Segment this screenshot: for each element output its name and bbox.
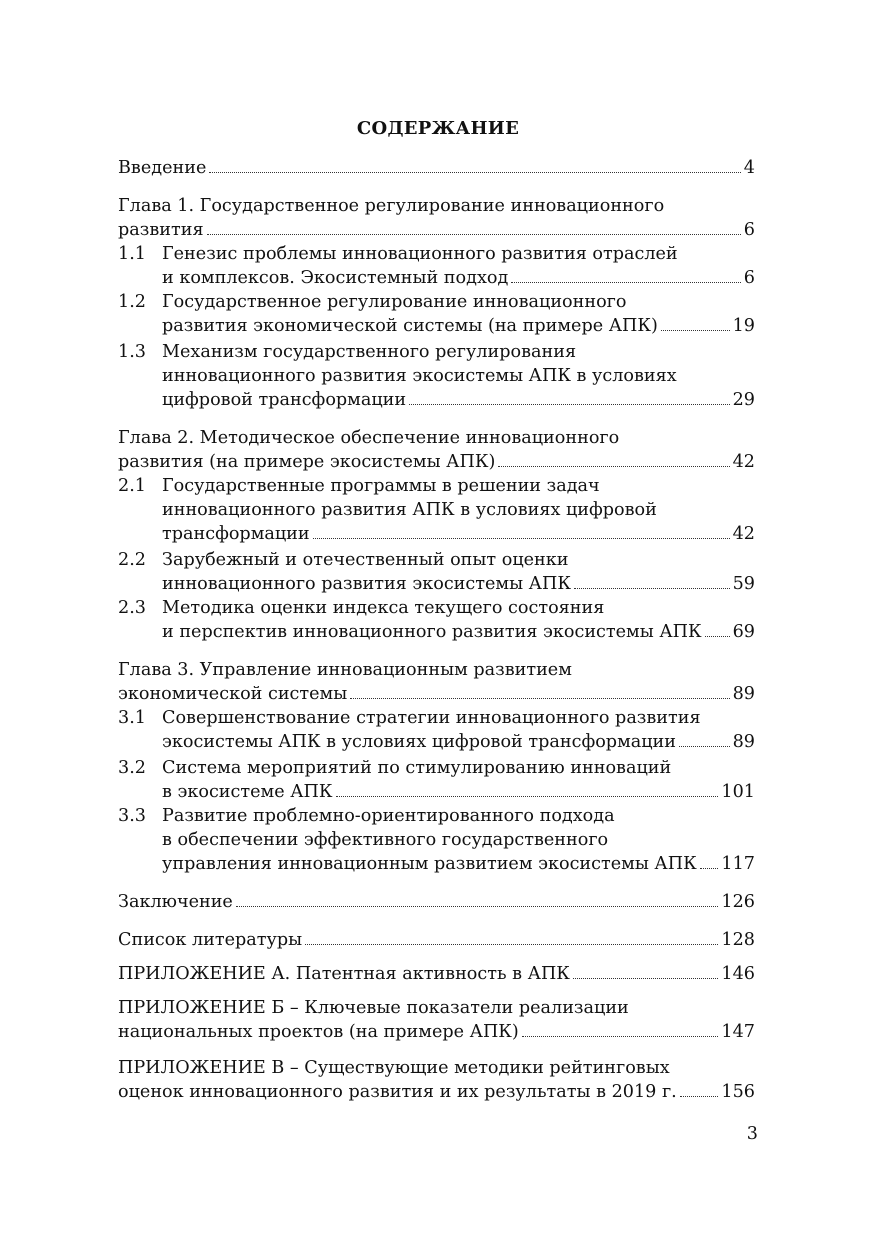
dot-leader bbox=[700, 868, 719, 869]
chapter-3-heading-line1 bbox=[118, 658, 755, 682]
entry-text: Совершенствование стратегии инновационного развития bbox=[162, 708, 701, 728]
entry-text: управления инновационным развитием экосистемы АПК bbox=[162, 854, 697, 874]
section-1-2-line1 bbox=[162, 290, 755, 314]
entry-page: 42 bbox=[732, 524, 755, 544]
section-2-3-line1 bbox=[162, 596, 755, 620]
section-1-3-line2 bbox=[162, 364, 755, 388]
entry-text: Государственное регулирование инновационного bbox=[162, 292, 627, 312]
toc-entry-section-2-1[interactable] bbox=[162, 522, 755, 546]
toc-title: СОДЕРЖАНИЕ bbox=[356, 118, 520, 139]
toc-entry-section-3-2[interactable] bbox=[162, 780, 755, 804]
section-1-1-line1 bbox=[162, 242, 755, 266]
toc-entry-appendix-a[interactable] bbox=[118, 962, 755, 986]
dot-leader bbox=[207, 234, 741, 235]
section-number: 2.3 bbox=[118, 598, 146, 618]
dot-leader bbox=[511, 282, 740, 283]
section-number: 1.1 bbox=[118, 244, 146, 264]
toc-entry-section-3-1[interactable] bbox=[162, 730, 755, 754]
dot-leader bbox=[522, 1036, 719, 1037]
section-2-1-line1 bbox=[162, 474, 755, 498]
entry-page: 42 bbox=[732, 452, 755, 472]
entry-page: 29 bbox=[732, 390, 755, 410]
entry-text: Развитие проблемно-ориентированного подхода bbox=[162, 806, 615, 826]
dot-leader bbox=[661, 330, 730, 331]
entry-text: Государственные программы в решении задач bbox=[162, 476, 600, 496]
toc-entry-chapter-2[interactable] bbox=[118, 450, 755, 474]
entry-text: Глава 3. Управление инновационным развитием bbox=[118, 660, 572, 680]
chapter-1-heading-line1 bbox=[118, 194, 755, 218]
toc-entry-references[interactable] bbox=[118, 928, 755, 952]
entry-text: в обеспечении эффективного государственного bbox=[162, 830, 609, 850]
chapter-2-heading-line1 bbox=[118, 426, 755, 450]
entry-page: 146 bbox=[721, 964, 755, 984]
section-number: 2.1 bbox=[118, 476, 146, 496]
section-number: 3.2 bbox=[118, 758, 146, 778]
toc-entry-section-3-3[interactable] bbox=[162, 852, 755, 876]
entry-text: развития экономической системы (на примере АПК) bbox=[162, 316, 658, 336]
section-3-3-line2 bbox=[162, 828, 755, 852]
dot-leader bbox=[305, 944, 718, 945]
appendix-b-line1 bbox=[118, 996, 755, 1020]
toc-entry-section-1-1[interactable] bbox=[162, 266, 755, 290]
dot-leader bbox=[574, 588, 730, 589]
toc-entry-section-1-3[interactable] bbox=[162, 388, 755, 412]
section-number: 2.2 bbox=[118, 550, 146, 570]
toc-entry-section-2-3[interactable] bbox=[162, 620, 755, 644]
entry-text: экономической системы bbox=[118, 684, 348, 704]
entry-page: 6 bbox=[743, 220, 755, 240]
entry-text: Методика оценки индекса текущего состояния bbox=[162, 598, 605, 618]
entry-text: трансформации bbox=[162, 524, 310, 544]
page-number: 3 bbox=[746, 1124, 758, 1144]
entry-text: Зарубежный и отечественный опыт оценки bbox=[162, 550, 569, 570]
section-number: 3.3 bbox=[118, 806, 146, 826]
dot-leader bbox=[350, 698, 729, 699]
entry-text: оценок инновационного развития и их результаты в 2019 г. bbox=[118, 1082, 677, 1102]
entry-text: инновационного развития экосистемы АПК в условиях bbox=[162, 366, 677, 386]
toc-entry-appendix-b[interactable] bbox=[118, 1020, 755, 1044]
toc-entry-chapter-3[interactable] bbox=[118, 682, 755, 706]
entry-page: 117 bbox=[721, 854, 755, 874]
dot-leader bbox=[573, 978, 718, 979]
entry-page: 147 bbox=[721, 1022, 755, 1042]
dot-leader bbox=[679, 746, 730, 747]
entry-page: 89 bbox=[732, 684, 755, 704]
section-2-2-line1 bbox=[162, 548, 755, 572]
entry-text: в экосистеме АПК bbox=[162, 782, 333, 802]
entry-text: развития bbox=[118, 220, 204, 240]
appendix-c-line1 bbox=[118, 1056, 755, 1080]
toc-entry-appendix-c[interactable] bbox=[118, 1080, 755, 1104]
entry-page: 59 bbox=[732, 574, 755, 594]
section-2-1-line2 bbox=[162, 498, 755, 522]
entry-page: 156 bbox=[721, 1082, 755, 1102]
dot-leader bbox=[498, 466, 729, 467]
section-3-3-line1 bbox=[162, 804, 755, 828]
entry-page: 126 bbox=[721, 892, 755, 912]
toc-entry-introduction[interactable] bbox=[118, 156, 755, 180]
dot-leader bbox=[313, 538, 730, 539]
entry-page: 6 bbox=[743, 268, 755, 288]
entry-text: Генезис проблемы инновационного развития отраслей bbox=[162, 244, 678, 264]
entry-text: ПРИЛОЖЕНИЕ А. Патентная активность в АПК bbox=[118, 964, 570, 984]
entry-text: Глава 1. Государственное регулирование инновационного bbox=[118, 196, 665, 216]
entry-text: ПРИЛОЖЕНИЕ В – Существующие методики рейтинговых bbox=[118, 1058, 670, 1078]
entry-page: 19 bbox=[732, 316, 755, 336]
entry-page: 128 bbox=[721, 930, 755, 950]
section-3-2-line1 bbox=[162, 756, 755, 780]
toc-entry-section-1-2[interactable] bbox=[162, 314, 755, 338]
section-3-1-line1 bbox=[162, 706, 755, 730]
section-number: 3.1 bbox=[118, 708, 146, 728]
section-number: 1.3 bbox=[118, 342, 146, 362]
entry-text: Заключение bbox=[118, 892, 233, 912]
entry-text: инновационного развития АПК в условиях цифровой bbox=[162, 500, 657, 520]
entry-text: экосистемы АПК в условиях цифровой трансформации bbox=[162, 732, 677, 752]
entry-text: и перспектив инновационного развития экосистемы АПК bbox=[162, 622, 702, 642]
dot-leader bbox=[236, 906, 719, 907]
entry-page: 4 bbox=[743, 158, 755, 178]
entry-text: развития (на примере экосистемы АПК) bbox=[118, 452, 496, 472]
entry-text: инновационного развития экосистемы АПК bbox=[162, 574, 571, 594]
entry-page: 101 bbox=[721, 782, 755, 802]
entry-text: Глава 2. Методическое обеспечение инновационного bbox=[118, 428, 620, 448]
toc-entry-section-2-2[interactable] bbox=[162, 572, 755, 596]
entry-text: Механизм государственного регулирования bbox=[162, 342, 577, 362]
dot-leader bbox=[409, 404, 729, 405]
entry-text: цифровой трансформации bbox=[162, 390, 407, 410]
dot-leader bbox=[336, 796, 719, 797]
toc-entry-chapter-1[interactable] bbox=[118, 218, 755, 242]
entry-text: Введение bbox=[118, 158, 207, 178]
entry-text: и комплексов. Экосистемный подход bbox=[162, 268, 509, 288]
dot-leader bbox=[680, 1096, 719, 1097]
dot-leader bbox=[705, 636, 730, 637]
entry-text: национальных проектов (на примере АПК) bbox=[118, 1022, 519, 1042]
entry-page: 69 bbox=[732, 622, 755, 642]
toc-entry-conclusion[interactable] bbox=[118, 890, 755, 914]
section-1-3-line1 bbox=[162, 340, 755, 364]
dot-leader bbox=[209, 172, 740, 173]
entry-text: Система мероприятий по стимулированию инноваций bbox=[162, 758, 672, 778]
entry-page: 89 bbox=[732, 732, 755, 752]
section-number: 1.2 bbox=[118, 292, 146, 312]
entry-text: ПРИЛОЖЕНИЕ Б – Ключевые показатели реализации bbox=[118, 998, 629, 1018]
entry-text: Список литературы bbox=[118, 930, 303, 950]
